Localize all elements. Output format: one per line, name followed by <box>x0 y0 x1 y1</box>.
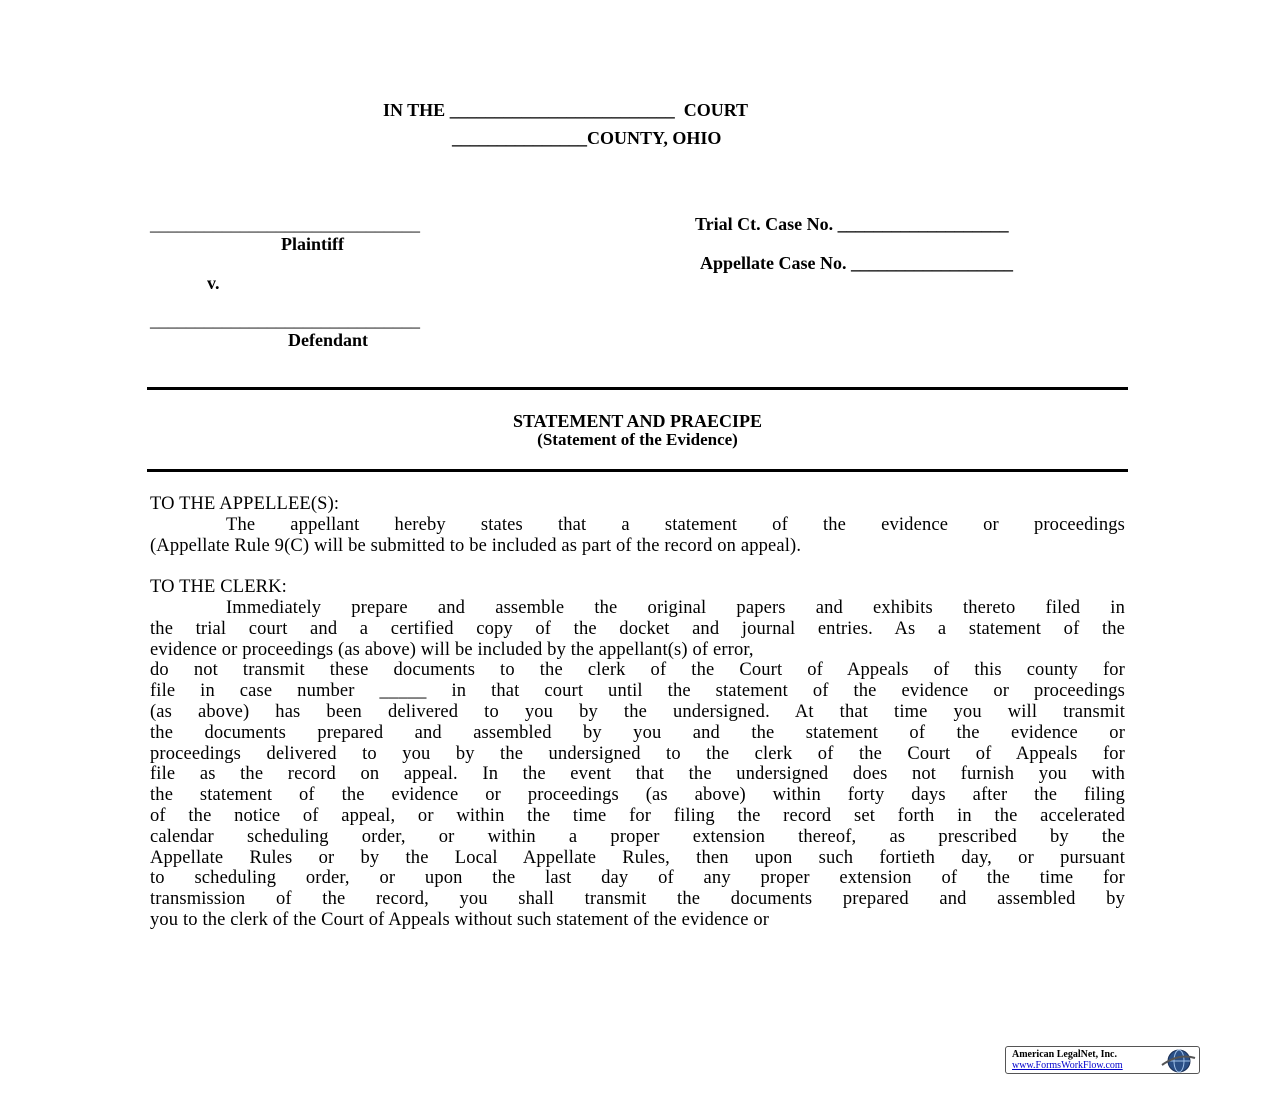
document-title: STATEMENT AND PRAECIPE <box>512 411 763 431</box>
body-line: evidence or proceedings (as above) will be included by the appellant(s) of error, <box>150 639 754 660</box>
versus-label: v. <box>207 273 220 293</box>
body-line: transmission of the record, you shall transmit the documents prepared and assembled by <box>150 889 1125 910</box>
body-line: you to the clerk of the Court of Appeals without such statement of the evidence or <box>150 909 770 930</box>
appellee-heading: TO THE APPELLEE(S): <box>150 494 340 514</box>
clerk-heading: TO THE CLERK: <box>150 577 287 598</box>
defendant-label: Defendant <box>288 330 368 350</box>
body-line: of the notice of appeal, or within the time for filing the record set forth in the accelerated <box>150 805 1125 826</box>
body-line: file in case number _____ in that court until the statement of the evidence or proceedings <box>150 681 1125 702</box>
trial-case-number: Trial Ct. Case No. ___________________ <box>695 214 1009 234</box>
document-subtitle: (Statement of the Evidence) <box>537 430 738 449</box>
body-line: the trial court and a certified copy of the docket and journal entries. As a statement of the <box>150 618 1125 639</box>
body-line: the statement of the evidence or proceedings (as above) within forty days after the filing <box>150 785 1125 806</box>
body-line: the documents prepared and assembled by you and the statement of the evidence or <box>150 722 1125 743</box>
body-line: calendar scheduling order, or within a proper extension thereof, as prescribed by the <box>150 826 1125 847</box>
defendant-blank: ______________________________ <box>150 310 420 330</box>
body-line: Appellate Rules or by the Local Appellate Rules, then upon such fortieth day, or pursuant <box>150 847 1125 868</box>
body-line: proceedings delivered to you by the undersigned to the clerk of the Court of Appeals for <box>150 743 1125 764</box>
body-line: (Appellate Rule 9(C) will be submitted to be included as part of the record on appeal). <box>150 535 802 556</box>
body-line: do not transmit these documents to the clerk of the Court of Appeals of this county for <box>150 660 1125 681</box>
logo-website-link[interactable]: www.FormsWorkFlow.com <box>1012 1060 1123 1071</box>
body-line: Immediately prepare and assemble the original papers and exhibits thereto filed in <box>226 597 1125 618</box>
american-legalnet-logo[interactable] <box>1005 1046 1200 1074</box>
plaintiff-label: Plaintiff <box>281 234 344 254</box>
appellate-case-number: Appellate Case No. __________________ <box>700 253 1013 273</box>
body-line: (as above) has been delivered to you by the undersigned. At that time you will transmit <box>150 701 1125 722</box>
globe-icon <box>1159 1048 1197 1074</box>
document-body <box>150 494 1125 931</box>
top-divider <box>147 387 1128 390</box>
bottom-divider <box>147 469 1128 472</box>
plaintiff-blank: ______________________________ <box>150 214 420 234</box>
county-heading: _______________COUNTY, OHIO <box>452 128 722 148</box>
body-line: The appellant hereby states that a statement of the evidence or proceedings <box>226 514 1125 535</box>
logo-company-name: American LegalNet, Inc. <box>1012 1049 1117 1060</box>
body-line: file as the record on appeal. In the event that the undersigned does not furnish you with <box>150 764 1125 785</box>
court-heading: IN THE _________________________ COURT <box>383 100 749 120</box>
body-line: to scheduling order, or upon the last day of any proper extension of the time for <box>150 868 1125 889</box>
